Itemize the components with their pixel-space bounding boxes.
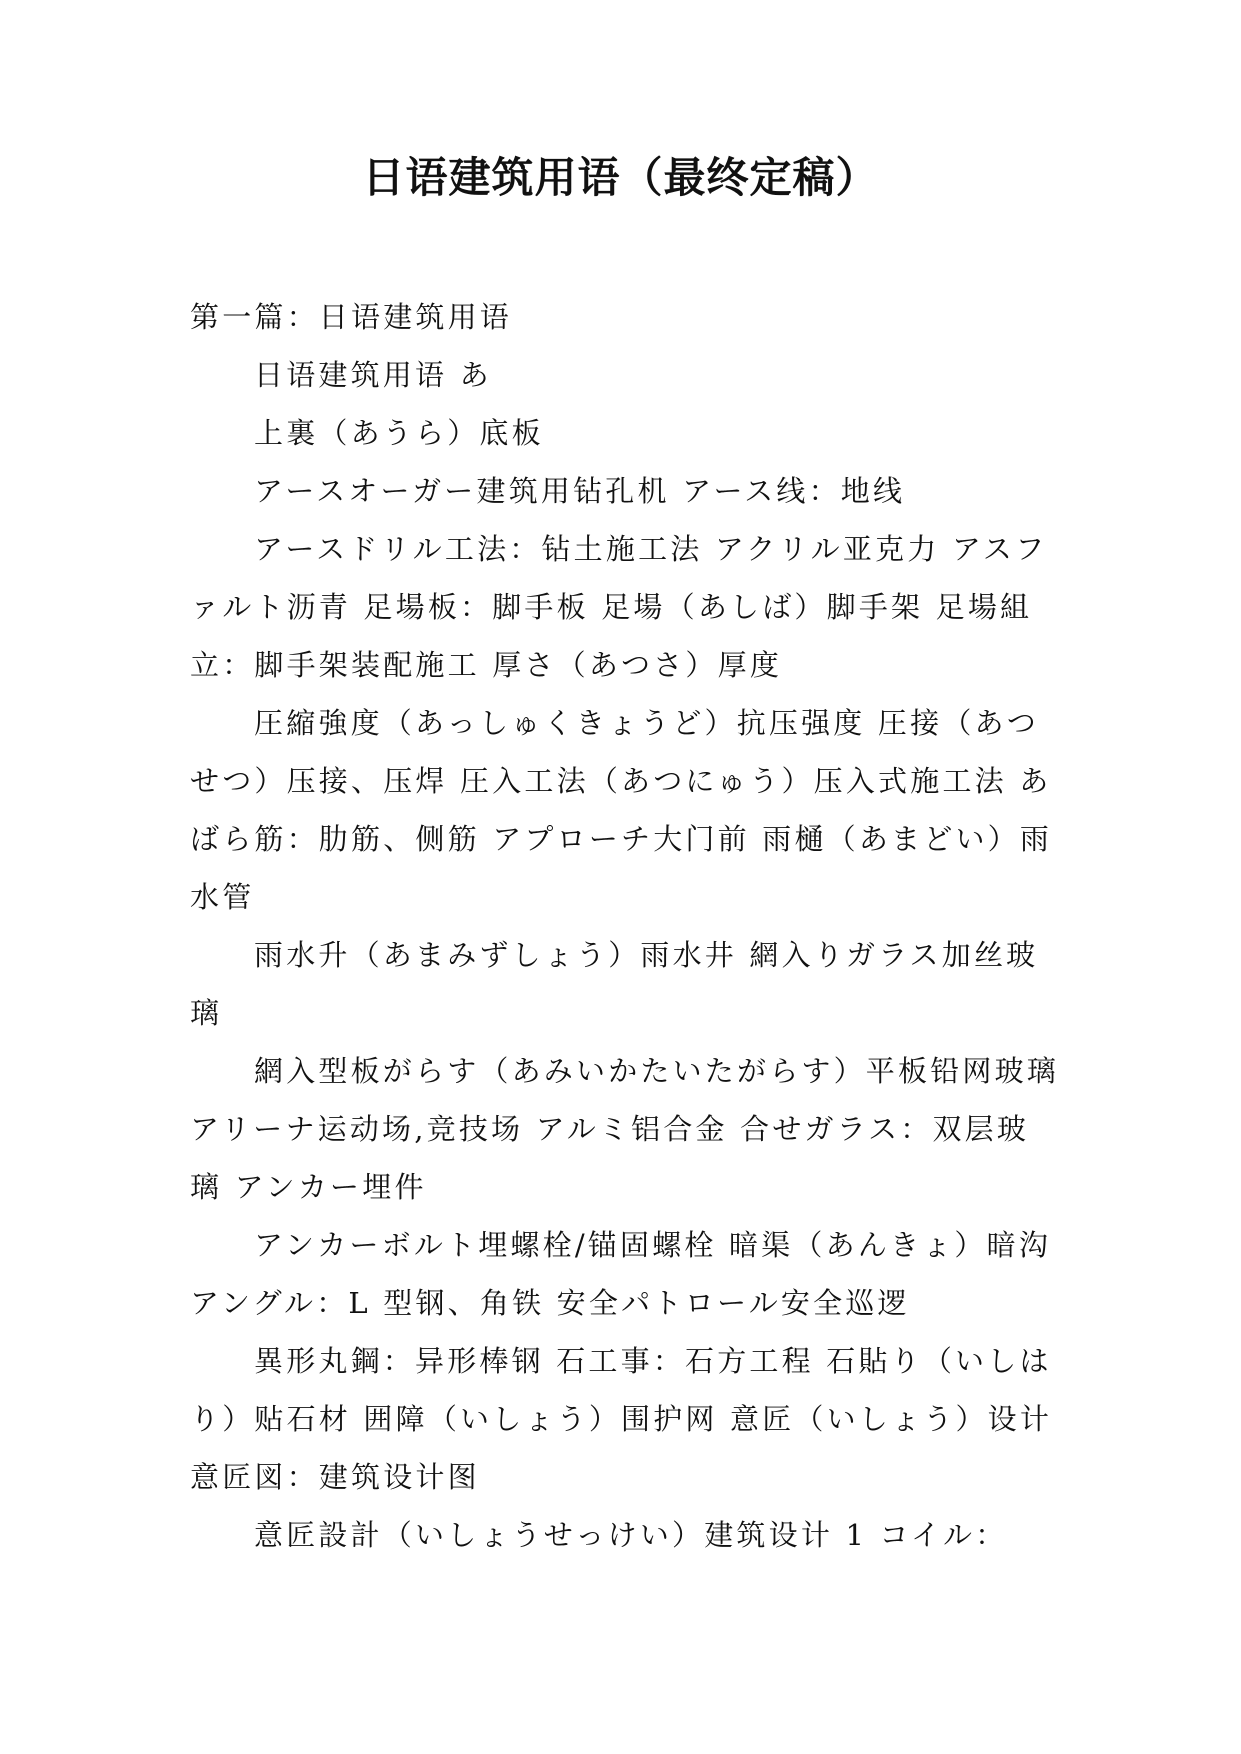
paragraph: 意匠設計（いしょうせっけい）建筑设计 1 コイル： xyxy=(254,1518,1008,1552)
document-body xyxy=(190,288,1060,1564)
paragraph: アースドリル工法：钻土施工法 アクリル亚克力 アスファルト沥青 足場板：脚手板 足場（あしば）脚手架 足場組立：脚手架装配施工 厚さ（あつさ）厚度 xyxy=(190,532,1048,682)
section-heading: 第一篇：日语建筑用语 xyxy=(190,300,513,334)
paragraph: 異形丸鋼：异形棒钢 石工事：石方工程 石貼り（いしはり）贴石材 囲障（いしょう）围护网 意匠（いしょう）设计 意匠図：建筑设计图 xyxy=(190,1344,1053,1494)
paragraph: アースオーガー建筑用钻孔机 アース线：地线 xyxy=(254,474,906,508)
paragraph: 雨水升（あまみずしょう）雨水井 網入りガラス加丝玻璃 xyxy=(190,938,1039,1030)
paragraph: 圧縮強度（あっしゅくきょうど）抗压强度 圧接（あつせつ）压接、压焊 圧入工法（あつにゅう）压入式施工法 あばら筋：肋筋、侧筋 アプローチ大门前 雨樋（あまどい）雨水管 xyxy=(190,706,1053,914)
page-title: 日语建筑用语（最终定稿） xyxy=(362,153,879,202)
paragraph: 上裏（あうら）底板 xyxy=(254,416,544,450)
paragraph: 日语建筑用语 あ xyxy=(254,358,492,392)
paragraph: 網入型板がらす（あみいかたいたがらす）平板铅网玻璃 アリーナ运动场,竞技场 アルミ铝合金 合せガラス：双层玻璃 アンカー埋件 xyxy=(190,1054,1060,1204)
paragraph: アンカーボルト埋螺栓/锚固螺栓 暗渠（あんきょ）暗沟 アングル：L 型钢、角铁 安全パトロール安全巡逻 xyxy=(190,1228,1052,1320)
